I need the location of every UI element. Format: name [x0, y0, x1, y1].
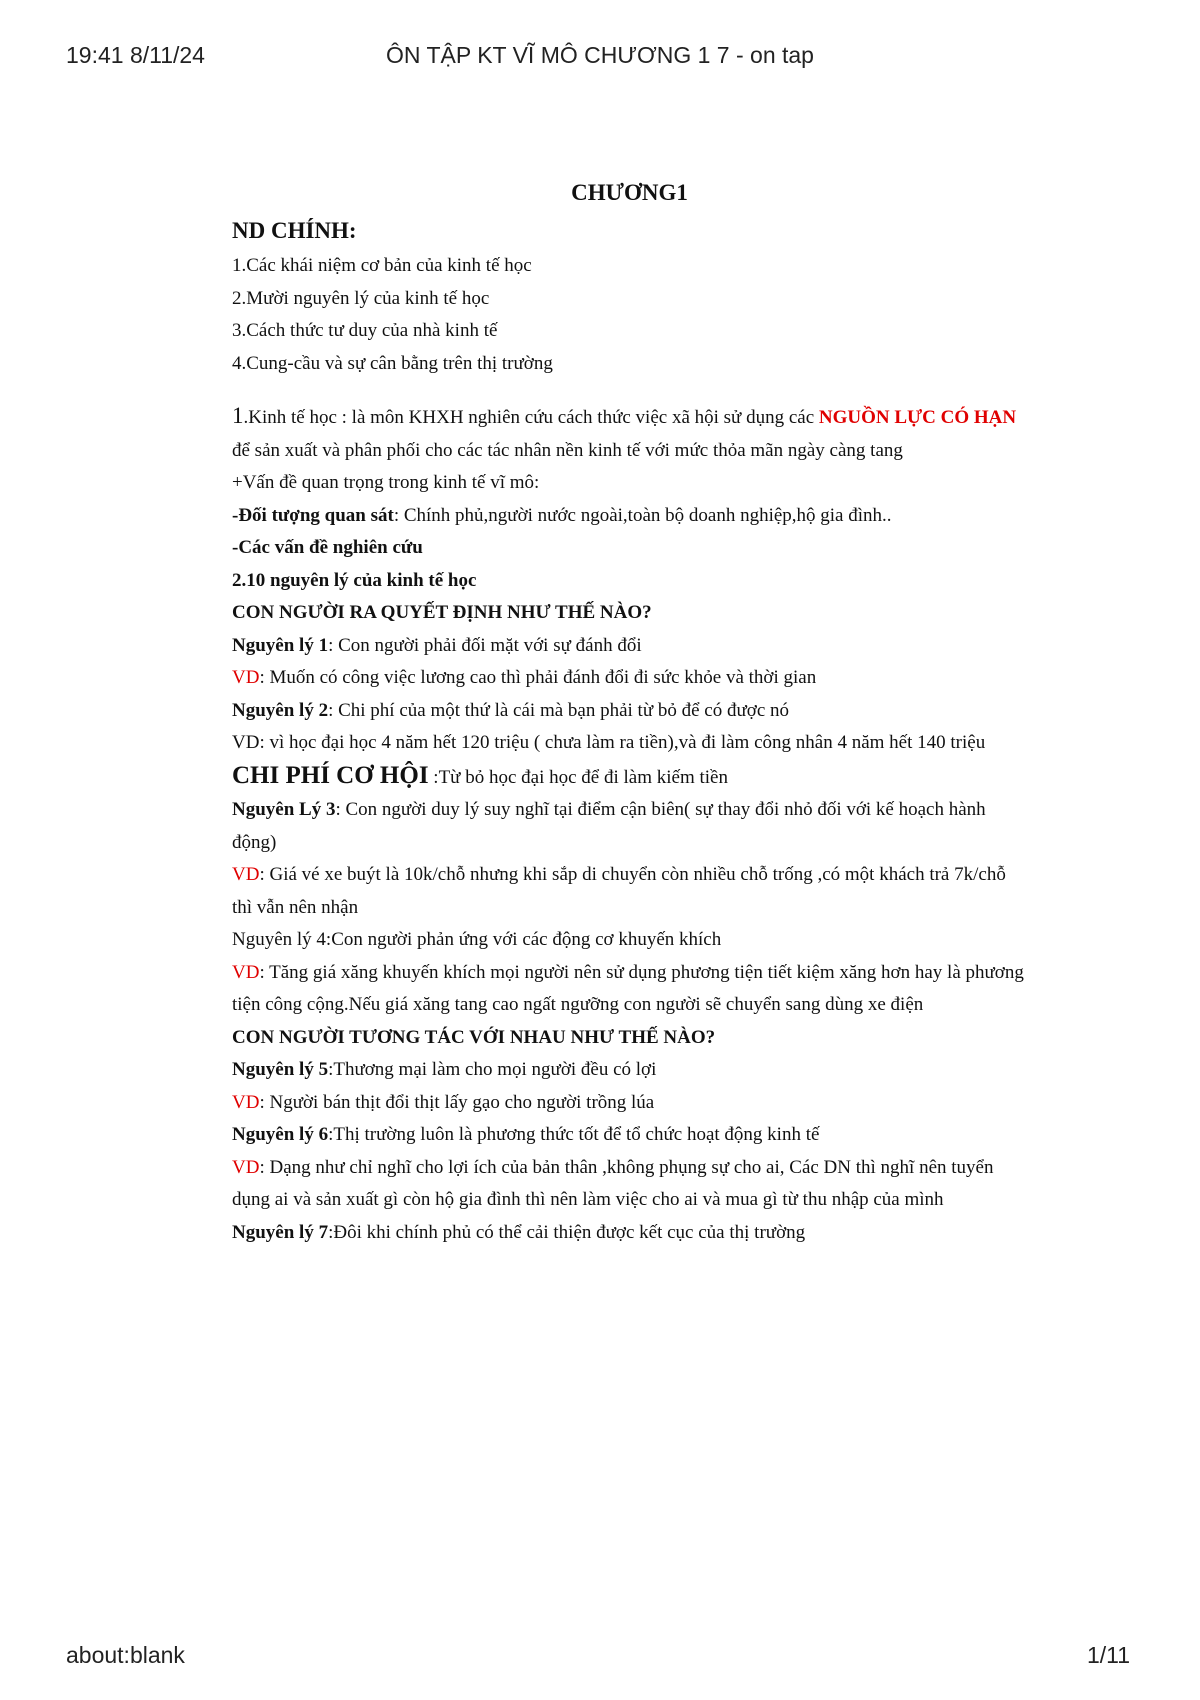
- example-4: VD: Tăng giá xăng khuyến khích mọi người nên sử dụng phương tiện tiết kiệm xăng hơn hay là phương tiện công cộng.Nếu giá xăng tang cao ngất ngưỡng con người sẽ chuyển sang dùng xe điện: [232, 961, 1024, 1015]
- example-2: VD: vì học đại học 4 năm hết 120 triệu ( chưa làm ra tiền),và đi làm công nhân 4 năm hết 140 triệu: [232, 732, 986, 753]
- paragraph-number: 1: [232, 403, 244, 428]
- page-number: 1/11: [1086, 1642, 1130, 1668]
- observation-text: : Chính phủ,người nước ngoài,toàn bộ doanh nghiệp,hộ gia đình..: [393, 504, 892, 526]
- print-url: about:blank: [66, 1642, 185, 1668]
- section-heading-interactions: CON NGƯỜI TƯƠNG TÁC VỚI NHAU NHƯ THẾ NÀO?: [232, 1026, 716, 1048]
- document-body: [232, 180, 1027, 1249]
- chapter-title: CHƯƠNG1: [571, 180, 688, 205]
- opportunity-cost-label: CHI PHÍ CƠ HỘI: [232, 761, 429, 789]
- outline-item: 1.Các khái niệm cơ bản của kinh tế học: [232, 255, 532, 276]
- ten-principles-heading: 2.10 nguyên lý của kinh tế học: [232, 569, 477, 591]
- outline-item: 2.Mười nguyên lý của kinh tế học: [232, 287, 490, 309]
- principle-6: Nguyên lý 6:Thị trường luôn là phương thức tốt để tổ chức hoạt động kinh tế: [232, 1124, 820, 1145]
- section-heading-decisions: CON NGƯỜI RA QUYẾT ĐỊNH NHƯ THẾ NÀO?: [232, 602, 652, 623]
- research-issues: -Các vấn đề nghiên cứu: [232, 537, 423, 558]
- principle-5: Nguyên lý 5:Thương mại làm cho mọi người đều có lợi: [232, 1059, 657, 1080]
- issues-line: +Vấn đề quan trọng trong kinh tế vĩ mô:: [232, 472, 540, 493]
- definition-text-a: .Kinh tế học : là môn KHXH nghiên cứu cách thức việc xã hội sử dụng các: [243, 407, 819, 428]
- example-5: VD: Người bán thịt đổi thịt lấy gạo cho người trồng lúa: [232, 1091, 655, 1113]
- opportunity-cost: CHI PHÍ CƠ HỘI :Từ bỏ học đại học để đi làm kiếm tiền: [232, 761, 728, 789]
- principle-2: Nguyên lý 2: Chi phí của một thứ là cái mà bạn phải từ bỏ để có được nó: [232, 699, 790, 721]
- example-3: VD: Giá vé xe buýt là 10k/chỗ nhưng khi sắp di chuyển còn nhiều chỗ trống ,có một khách trả 7k/chỗ thì vẫn nên nhận: [232, 864, 1006, 918]
- definition-text-b: để sản xuất và phân phối cho các tác nhân nền kinh tế với mức thỏa mãn ngày càng tang: [232, 439, 903, 461]
- principle-7: Nguyên lý 7:Đôi khi chính phủ có thể cải thiện được kết cục của thị trường: [232, 1221, 806, 1243]
- observation-subjects: [232, 500, 1027, 533]
- observation-label: -Đối tượng quan sát: [232, 504, 394, 526]
- principle-4: Nguyên lý 4:Con người phản ứng với các động cơ khuyến khích: [232, 929, 722, 950]
- definition-paragraph: [232, 400, 1027, 467]
- example-1: VD: Muốn có công việc lương cao thì phải đánh đổi đi sức khỏe và thời gian: [232, 667, 817, 688]
- outline-item: 3.Cách thức tư duy của nhà kinh tế: [232, 320, 498, 341]
- principle-1: Nguyên lý 1: Con người phải đối mặt với sự đánh đổi: [232, 634, 642, 656]
- highlight-limited-resources: NGUỒN LỰC CÓ HẠN: [818, 407, 1017, 428]
- outline-item: 4.Cung-cầu và sự cân bằng trên thị trường: [232, 352, 553, 374]
- print-datetime: 19:41 8/11/24: [66, 42, 205, 68]
- principle-3: Nguyên Lý 3: Con người duy lý suy nghĩ tại điểm cận biên( sự thay đổi nhỏ đối với kế hoạch hành động): [232, 799, 986, 853]
- example-6: VD: Dạng như chỉ nghĩ cho lợi ích của bản thân ,không phụng sự cho ai, Các DN thì nghĩ nên tuyển dụng ai và sản xuất gì còn hộ gia đình thì nên làm việc cho ai và mua gì từ thu nhập của mình: [232, 1156, 994, 1210]
- main-content-heading: ND CHÍNH:: [232, 218, 357, 243]
- print-page-title: ÔN TẬP KT VĨ MÔ CHƯƠNG 1 7 - on tap: [386, 42, 814, 68]
